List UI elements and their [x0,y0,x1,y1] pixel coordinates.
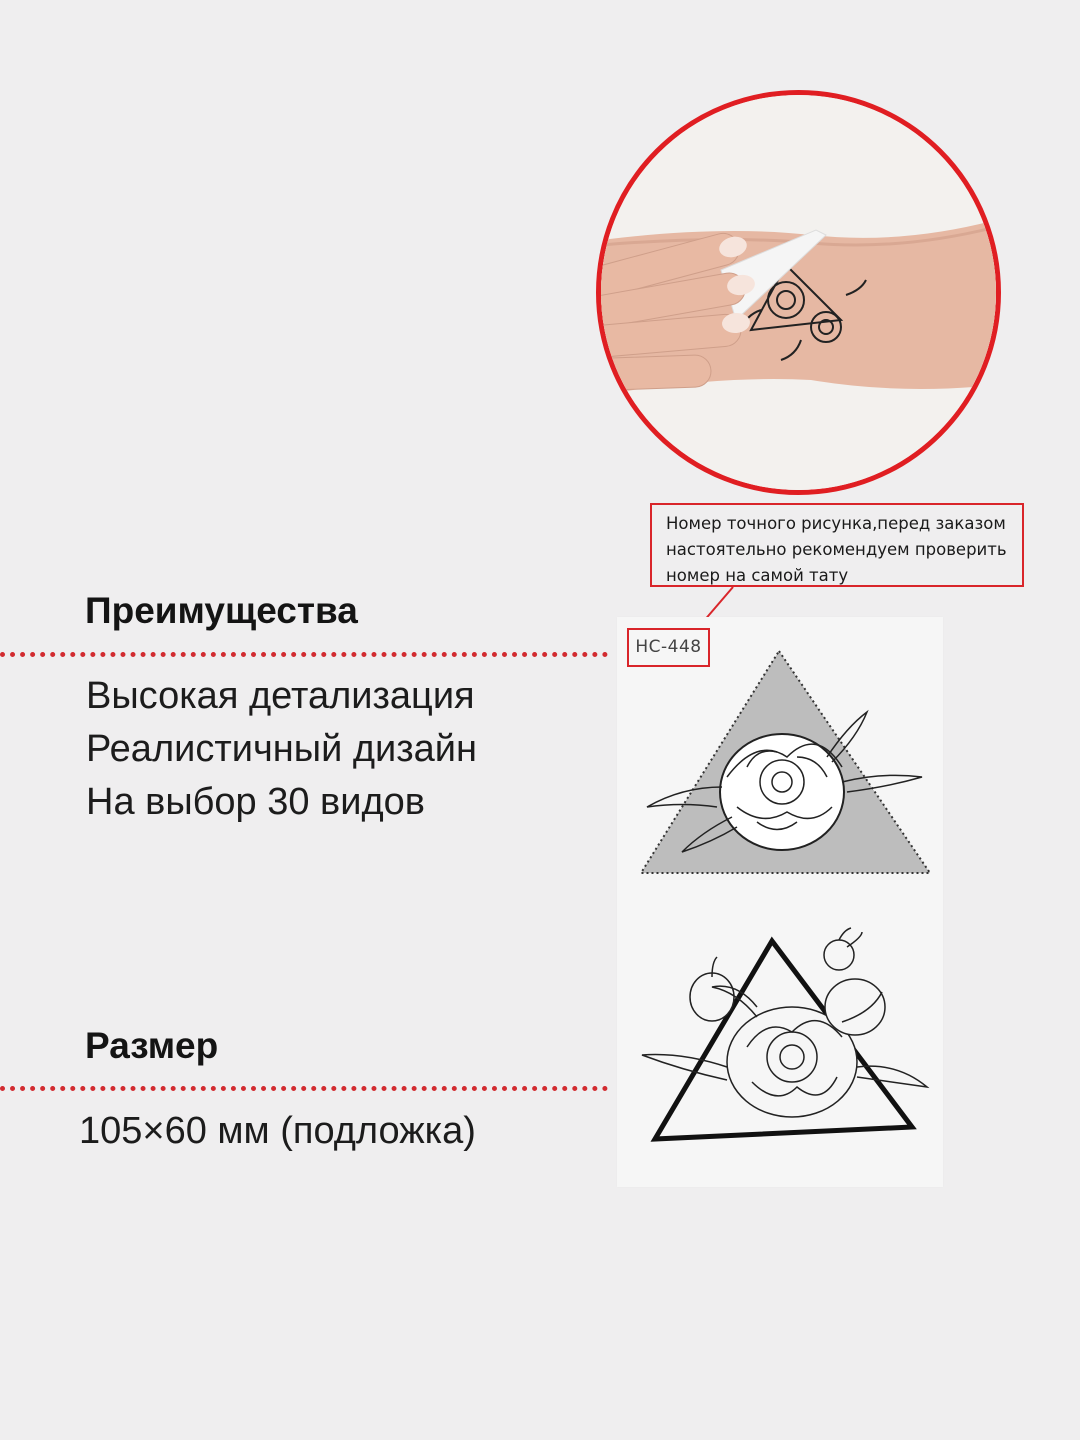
tattoo-code-label: HC-448 [627,628,710,667]
tattoo-sheet [617,617,943,1187]
callout-line-2: настоятельно рекомендуем проверить [666,540,1007,559]
size-value: 105×60 мм (подложка) [79,1110,476,1152]
advantages-divider [0,652,608,657]
advantages-heading: Преимущества [85,590,358,631]
advantage-item: Высокая детализация [86,675,475,717]
size-divider [0,1086,608,1091]
size-heading: Размер [85,1025,219,1066]
callout-line-1: Номер точного рисунка,перед заказом [666,514,1006,533]
advantage-item: Реалистичный дизайн [86,728,478,770]
advantage-item: На выбор 30 видов [86,781,425,823]
wrist-photo [596,90,1001,495]
callout-note [650,503,1024,587]
callout-line-3: номер на самой тату [666,566,849,585]
